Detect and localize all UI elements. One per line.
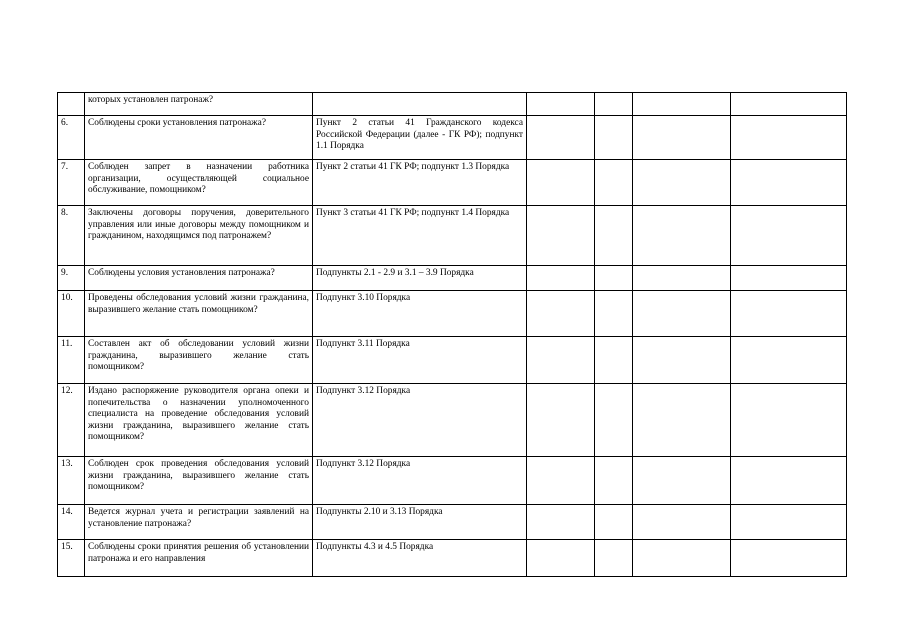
empty-cell <box>527 384 595 457</box>
row-number: 8. <box>58 206 85 266</box>
table-row <box>58 505 847 540</box>
empty-cell <box>527 266 595 291</box>
legal-basis: Подпункты 2.1 - 2.9 и 3.1 – 3.9 Порядка <box>313 266 527 291</box>
empty-cell <box>595 93 633 116</box>
empty-cell <box>595 266 633 291</box>
question-text: Соблюдены условия установления патронажа? <box>85 266 313 291</box>
question-text: Заключены договоры поручения, доверительного управления или иные договоры между помощником и гражданином, находящимся под патронажем? <box>85 206 313 266</box>
empty-cell <box>731 457 847 505</box>
empty-cell <box>633 291 731 337</box>
row-number: 11. <box>58 337 85 384</box>
empty-cell <box>527 540 595 577</box>
row-number <box>58 93 85 116</box>
empty-cell <box>595 337 633 384</box>
empty-cell <box>527 160 595 206</box>
empty-cell <box>633 540 731 577</box>
table-row <box>58 540 847 577</box>
empty-cell <box>595 384 633 457</box>
legal-basis <box>313 93 527 116</box>
empty-cell <box>595 116 633 160</box>
legal-basis: Подпункт 3.12 Порядка <box>313 384 527 457</box>
legal-basis: Пункт 2 статьи 41 Гражданского кодекса Российской Федерации (далее - ГК РФ); подпункт 1.1 Порядка <box>313 116 527 160</box>
empty-cell <box>731 206 847 266</box>
empty-cell <box>595 160 633 206</box>
empty-cell <box>595 505 633 540</box>
legal-basis: Подпункт 3.11 Порядка <box>313 337 527 384</box>
row-number: 9. <box>58 266 85 291</box>
empty-cell <box>633 337 731 384</box>
question-text: Соблюден срок проведения обследования условий жизни гражданина, выразившего желание стать помощником? <box>85 457 313 505</box>
question-text: Соблюдены сроки принятия решения об установлении патронажа и его направления <box>85 540 313 577</box>
empty-cell <box>731 337 847 384</box>
empty-cell <box>595 291 633 337</box>
row-number: 14. <box>58 505 85 540</box>
table-row <box>58 337 847 384</box>
empty-cell <box>633 457 731 505</box>
legal-basis: Подпункты 2.10 и 3.13 Порядка <box>313 505 527 540</box>
empty-cell <box>731 291 847 337</box>
empty-cell <box>633 384 731 457</box>
row-number: 10. <box>58 291 85 337</box>
row-number: 7. <box>58 160 85 206</box>
table-row <box>58 291 847 337</box>
empty-cell <box>527 291 595 337</box>
row-number: 13. <box>58 457 85 505</box>
legal-basis: Подпункт 3.12 Порядка <box>313 457 527 505</box>
empty-cell <box>527 206 595 266</box>
empty-cell <box>731 160 847 206</box>
empty-cell <box>527 116 595 160</box>
empty-cell <box>595 457 633 505</box>
table-row <box>58 116 847 160</box>
table-row <box>58 457 847 505</box>
question-text: Соблюден запрет в назначении работника организации, осуществляющей социальное обслуживание, помощником? <box>85 160 313 206</box>
question-text: Ведется журнал учета и регистрации заявлений на установление патронажа? <box>85 505 313 540</box>
empty-cell <box>595 206 633 266</box>
row-number: 15. <box>58 540 85 577</box>
table-row <box>58 384 847 457</box>
empty-cell <box>731 116 847 160</box>
question-text: которых установлен патронаж? <box>85 93 313 116</box>
question-text: Издано распоряжение руководителя органа опеки и попечительства о назначении уполномоченного специалиста на проведение обследования условий жизни гражданина, выразившего желание стать помощником? <box>85 384 313 457</box>
empty-cell <box>527 93 595 116</box>
legal-basis: Пункт 3 статьи 41 ГК РФ; подпункт 1.4 Порядка <box>313 206 527 266</box>
empty-cell <box>527 505 595 540</box>
question-text: Соблюдены сроки установления патронажа? <box>85 116 313 160</box>
row-number: 12. <box>58 384 85 457</box>
empty-cell <box>731 384 847 457</box>
row-number: 6. <box>58 116 85 160</box>
empty-cell <box>633 505 731 540</box>
legal-basis: Пункт 2 статьи 41 ГК РФ; подпункт 1.3 Порядка <box>313 160 527 206</box>
empty-cell <box>595 540 633 577</box>
table-row <box>58 93 847 116</box>
table-row <box>58 266 847 291</box>
question-text: Составлен акт об обследовании условий жизни гражданина, выразившего желание стать помощником? <box>85 337 313 384</box>
empty-cell <box>633 160 731 206</box>
empty-cell <box>527 337 595 384</box>
legal-basis: Подпункты 4.3 и 4.5 Порядка <box>313 540 527 577</box>
table-row <box>58 206 847 266</box>
empty-cell <box>633 116 731 160</box>
legal-basis: Подпункт 3.10 Порядка <box>313 291 527 337</box>
empty-cell <box>633 266 731 291</box>
empty-cell <box>731 93 847 116</box>
empty-cell <box>731 266 847 291</box>
table-row <box>58 160 847 206</box>
empty-cell <box>633 206 731 266</box>
empty-cell <box>633 93 731 116</box>
checklist-table <box>57 92 847 577</box>
empty-cell <box>527 457 595 505</box>
empty-cell <box>731 540 847 577</box>
empty-cell <box>731 505 847 540</box>
question-text: Проведены обследования условий жизни гражданина, выразившего желание стать помощником? <box>85 291 313 337</box>
